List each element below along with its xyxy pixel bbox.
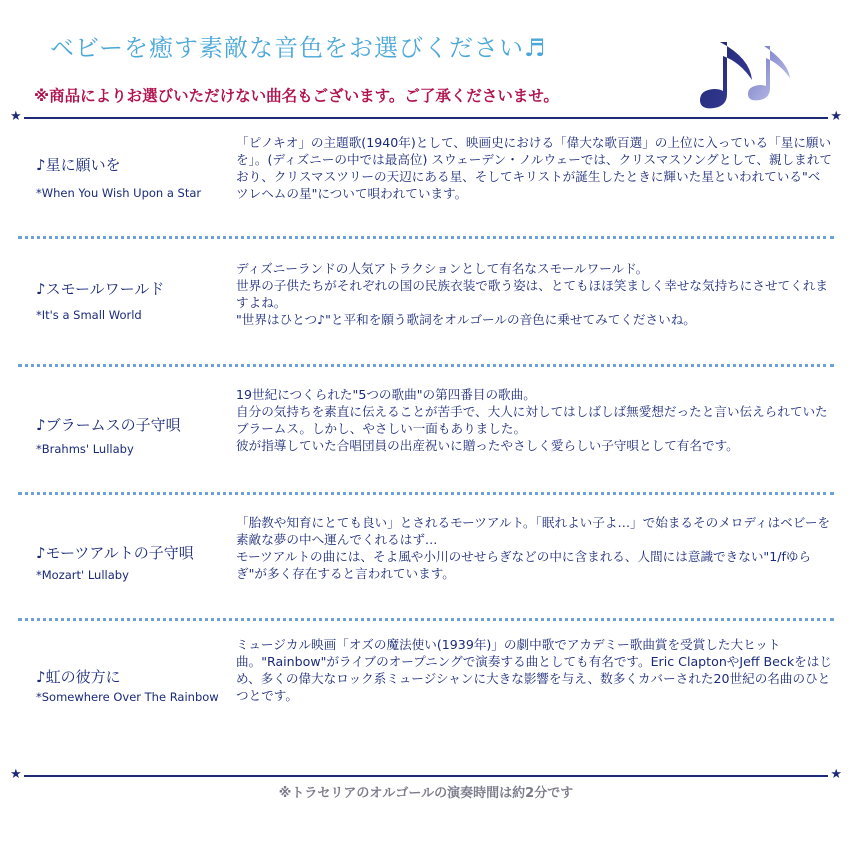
dotted-divider bbox=[18, 492, 834, 495]
song-title-jp: ♪虹の彼方に bbox=[36, 668, 121, 686]
song-description bbox=[236, 386, 832, 454]
page-title: ベビーを癒す素敵な音色をお選びください♬ bbox=[50, 34, 547, 62]
top-rule bbox=[10, 109, 842, 124]
star-icon: ★ bbox=[830, 767, 842, 782]
song-description bbox=[236, 134, 832, 202]
song-title-en: *Mozart' Lullaby bbox=[36, 568, 129, 582]
star-icon: ★ bbox=[830, 109, 842, 124]
description-line: "世界はひとつ♪"と平和を願う歌詞をオルゴールの音色に乗せてみてくださいね。 bbox=[236, 312, 696, 327]
song-description bbox=[236, 636, 832, 704]
description-line: 自分の気持ちを素直に伝えることが苦手で、大人に対してはしばしば無愛想だったと言い伝えられていたブラームス。しかし、やさしい一面もありました。 bbox=[236, 404, 828, 436]
description-line: 「ピノキオ」の主題歌(1940年)として、映画史における「偉大な歌百選」の上位に入っている「星に願いを」。(ディズニーの中では最高位) スウェーデン・ノルウェーでは、クリスマスソングとして、親しまれており、クリスマスツリーの天辺にある星、そしてキリストが誕生したときに輝いた星といわれている"ベツレヘムの星"について唄われています。 bbox=[236, 135, 832, 201]
song-title-en: *Brahms' Lullaby bbox=[36, 442, 134, 456]
star-icon: ★ bbox=[10, 767, 22, 782]
song-description bbox=[236, 260, 832, 328]
notice-text: ※商品によりお選びいただけない曲名もございます。ご了承くださいませ。 bbox=[34, 87, 559, 105]
song-title-en: *Somewhere Over The Rainbow bbox=[36, 690, 219, 704]
dotted-divider bbox=[18, 236, 834, 239]
dotted-divider bbox=[18, 364, 834, 367]
description-line: 19世紀につくられた"5つの歌曲"の第四番目の歌曲。 bbox=[236, 387, 536, 402]
footer-note: ※トラセリアのオルゴールの演奏時間は約2分です bbox=[278, 786, 574, 801]
song-title-en: *When You Wish Upon a Star bbox=[36, 186, 202, 200]
description-line: モーツアルトの曲には、そよ風や小川のせせらぎなどの中に含まれる、人間には意識できない"1/fゆらぎ"が多く存在すると言われています。 bbox=[236, 549, 812, 581]
dotted-divider bbox=[18, 618, 834, 621]
description-line: ディズニーランドの人気アトラクションとして有名なスモールワールド。 bbox=[236, 261, 649, 276]
song-title-jp: ♪星に願いを bbox=[36, 156, 121, 174]
description-line: 世界の子供たちがそれぞれの国の民族衣装で歌う姿は、とてもほほ笑ましく幸せな気持ちにさせてくれますよね。 bbox=[236, 278, 828, 310]
song-title-jp: ♪ブラームスの子守唄 bbox=[36, 416, 181, 434]
description-line: 「胎教や知育にとても良い」とされるモーツアルト。「眠れよい子よ…」で始まるそのメロディはベビーを素敵な夢の中へ運んでくれるはず… bbox=[236, 515, 831, 547]
bottom-rule bbox=[10, 767, 842, 782]
music-notes-icon bbox=[690, 38, 800, 118]
description-line: 彼が指導していた合唱団員の出産祝いに贈ったやさしく愛らしい子守唄として有名です。 bbox=[236, 438, 739, 453]
song-title-jp: ♪モーツアルトの子守唄 bbox=[36, 544, 194, 562]
song-title-jp: ♪スモールワールド bbox=[36, 280, 165, 298]
song-description bbox=[236, 514, 832, 582]
song-title-en: *It's a Small World bbox=[36, 308, 142, 322]
description-line: ミュージカル映画「オズの魔法使い(1939年)」の劇中歌でアカデミー歌曲賞を受賞した大ヒット曲。"Rainbow"がライブのオープニングで演奏する曲としても有名です。Eric ClaptonやJeff Beckをはじめ、多くの偉大なロック系ミュージシャンに大きな影響を与え、数多くカバーされた20世紀の名曲のひとつとです。 bbox=[236, 637, 832, 703]
star-icon: ★ bbox=[10, 109, 22, 124]
